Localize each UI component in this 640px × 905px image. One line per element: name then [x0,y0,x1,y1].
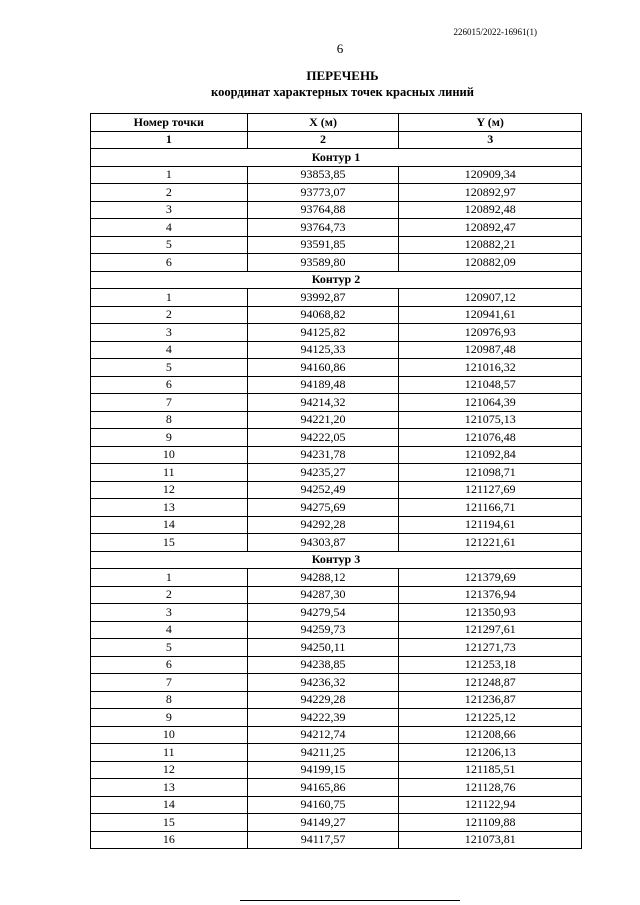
point-number-cell: 9 [91,709,248,727]
table-row [91,411,582,429]
x-coordinate-cell: 94222,05 [247,429,399,447]
point-number-cell: 1 [91,289,248,307]
x-coordinate-cell: 93773,07 [247,184,399,202]
x-coordinate-cell: 94238,85 [247,656,399,674]
table-row [91,376,582,394]
x-coordinate-cell: 94235,27 [247,464,399,482]
table-row [91,499,582,517]
y-coordinate-cell: 121194,61 [399,516,582,534]
x-coordinate-cell: 94212,74 [247,726,399,744]
y-coordinate-cell: 120976,93 [399,324,582,342]
x-coordinate-cell: 94231,78 [247,446,399,464]
x-coordinate-cell: 94221,20 [247,411,399,429]
y-coordinate-cell: 121166,71 [399,499,582,517]
table-row [91,621,582,639]
y-coordinate-cell: 120882,21 [399,236,582,254]
y-coordinate-cell: 121379,69 [399,569,582,587]
table-row [91,394,582,412]
y-coordinate-cell: 121221,61 [399,534,582,552]
point-number-cell: 3 [91,604,248,622]
x-coordinate-cell: 94160,75 [247,796,399,814]
table-row [91,166,582,184]
y-coordinate-cell: 121185,51 [399,761,582,779]
y-coordinate-cell: 120941,61 [399,306,582,324]
point-number-cell: 12 [91,481,248,499]
x-coordinate-cell: 93589,80 [247,254,399,272]
x-coordinate-cell: 94117,57 [247,831,399,849]
y-coordinate-cell: 121248,87 [399,674,582,692]
point-number-cell: 4 [91,219,248,237]
contour-heading-row [91,271,582,289]
x-coordinate-cell: 94160,86 [247,359,399,377]
table-body [91,149,582,849]
contour-label: Контур 2 [91,271,582,289]
y-coordinate-cell: 121206,13 [399,744,582,762]
x-coordinate-cell: 94236,32 [247,674,399,692]
table-row [91,709,582,727]
x-coordinate-cell: 94250,11 [247,639,399,657]
point-number-cell: 5 [91,236,248,254]
y-coordinate-cell: 121236,87 [399,691,582,709]
contour-label: Контур 3 [91,551,582,569]
table-column-number-row [91,131,582,149]
point-number-cell: 2 [91,586,248,604]
x-coordinate-cell: 94222,39 [247,709,399,727]
x-coordinate-cell: 94288,12 [247,569,399,587]
point-number-cell: 6 [91,376,248,394]
y-coordinate-cell: 121122,94 [399,796,582,814]
table-row [91,534,582,552]
column-header-y: Y (м) [399,114,582,132]
x-coordinate-cell: 94259,73 [247,621,399,639]
x-coordinate-cell: 94199,15 [247,761,399,779]
table-row [91,569,582,587]
point-number-cell: 13 [91,499,248,517]
y-coordinate-cell: 120892,48 [399,201,582,219]
x-coordinate-cell: 94149,27 [247,814,399,832]
table-row [91,779,582,797]
x-coordinate-cell: 94303,87 [247,534,399,552]
point-number-cell: 8 [91,411,248,429]
x-coordinate-cell: 94165,86 [247,779,399,797]
bottom-rule [240,900,460,901]
y-coordinate-cell: 121208,66 [399,726,582,744]
table-row [91,604,582,622]
point-number-cell: 2 [91,306,248,324]
point-number-cell: 2 [91,184,248,202]
y-coordinate-cell: 120892,47 [399,219,582,237]
x-coordinate-cell: 94211,25 [247,744,399,762]
table-row [91,814,582,832]
y-coordinate-cell: 120907,12 [399,289,582,307]
x-coordinate-cell: 94189,48 [247,376,399,394]
table-row [91,691,582,709]
x-coordinate-cell: 94279,54 [247,604,399,622]
table-row [91,236,582,254]
column-header-x: X (м) [247,114,399,132]
y-coordinate-cell: 121297,61 [399,621,582,639]
column-header-point-number: Номер точки [91,114,248,132]
y-coordinate-cell: 121128,76 [399,779,582,797]
point-number-cell: 10 [91,446,248,464]
point-number-cell: 15 [91,814,248,832]
point-number-cell: 3 [91,201,248,219]
document-subtitle: координат характерных точек красных линий [211,85,474,99]
page-number: 6 [336,41,344,56]
point-number-cell: 11 [91,744,248,762]
x-coordinate-cell: 93853,85 [247,166,399,184]
point-number-cell: 16 [91,831,248,849]
contour-label: Контур 1 [91,149,582,167]
table-header-row [91,114,582,132]
contour-heading-row [91,149,582,167]
x-coordinate-cell: 93992,87 [247,289,399,307]
y-coordinate-cell: 120892,97 [399,184,582,202]
y-coordinate-cell: 121109,88 [399,814,582,832]
point-number-cell: 9 [91,429,248,447]
point-number-cell: 10 [91,726,248,744]
point-number-cell: 6 [91,656,248,674]
y-coordinate-cell: 121098,71 [399,464,582,482]
x-coordinate-cell: 94287,30 [247,586,399,604]
y-coordinate-cell: 121016,32 [399,359,582,377]
point-number-cell: 7 [91,394,248,412]
table-row [91,429,582,447]
y-coordinate-cell: 121092,84 [399,446,582,464]
table-row [91,201,582,219]
x-coordinate-cell: 94125,33 [247,341,399,359]
table-row [91,324,582,342]
table-row [91,744,582,762]
y-coordinate-cell: 121073,81 [399,831,582,849]
table-row [91,219,582,237]
table-row [91,761,582,779]
table-row [91,516,582,534]
point-number-cell: 12 [91,761,248,779]
point-number-cell: 13 [91,779,248,797]
x-coordinate-cell: 94252,49 [247,481,399,499]
y-coordinate-cell: 120987,48 [399,341,582,359]
x-coordinate-cell: 94275,69 [247,499,399,517]
document-number: 226015/2022-16961(1) [453,27,537,37]
point-number-cell: 5 [91,639,248,657]
table-row [91,184,582,202]
x-coordinate-cell: 94068,82 [247,306,399,324]
table-row [91,674,582,692]
table-row [91,481,582,499]
table-row [91,341,582,359]
contour-heading-row [91,551,582,569]
y-coordinate-cell: 121075,13 [399,411,582,429]
y-coordinate-cell: 120882,09 [399,254,582,272]
table-row [91,656,582,674]
document-title: ПЕРЕЧЕНЬ [306,68,379,83]
point-number-cell: 4 [91,621,248,639]
x-coordinate-cell: 93591,85 [247,236,399,254]
column-number-2: 2 [247,131,399,149]
y-coordinate-cell: 121048,57 [399,376,582,394]
x-coordinate-cell: 94229,28 [247,691,399,709]
table-row [91,831,582,849]
point-number-cell: 8 [91,691,248,709]
x-coordinate-cell: 94214,32 [247,394,399,412]
point-number-cell: 15 [91,534,248,552]
y-coordinate-cell: 120909,34 [399,166,582,184]
point-number-cell: 14 [91,516,248,534]
table-row [91,796,582,814]
point-number-cell: 11 [91,464,248,482]
y-coordinate-cell: 121064,39 [399,394,582,412]
column-number-1: 1 [91,131,248,149]
x-coordinate-cell: 94292,28 [247,516,399,534]
table-row [91,726,582,744]
point-number-cell: 14 [91,796,248,814]
table-row [91,306,582,324]
x-coordinate-cell: 93764,73 [247,219,399,237]
point-number-cell: 5 [91,359,248,377]
table-row [91,254,582,272]
point-number-cell: 4 [91,341,248,359]
y-coordinate-cell: 121127,69 [399,481,582,499]
table-row [91,464,582,482]
table-row [91,359,582,377]
y-coordinate-cell: 121271,73 [399,639,582,657]
point-number-cell: 1 [91,166,248,184]
table-row [91,446,582,464]
y-coordinate-cell: 121225,12 [399,709,582,727]
point-number-cell: 3 [91,324,248,342]
point-number-cell: 6 [91,254,248,272]
table-row [91,639,582,657]
point-number-cell: 7 [91,674,248,692]
y-coordinate-cell: 121376,94 [399,586,582,604]
y-coordinate-cell: 121253,18 [399,656,582,674]
point-number-cell: 1 [91,569,248,587]
y-coordinate-cell: 121076,48 [399,429,582,447]
coordinates-table [90,113,582,849]
x-coordinate-cell: 93764,88 [247,201,399,219]
y-coordinate-cell: 121350,93 [399,604,582,622]
table-row [91,289,582,307]
column-number-3: 3 [399,131,582,149]
table-row [91,586,582,604]
x-coordinate-cell: 94125,82 [247,324,399,342]
